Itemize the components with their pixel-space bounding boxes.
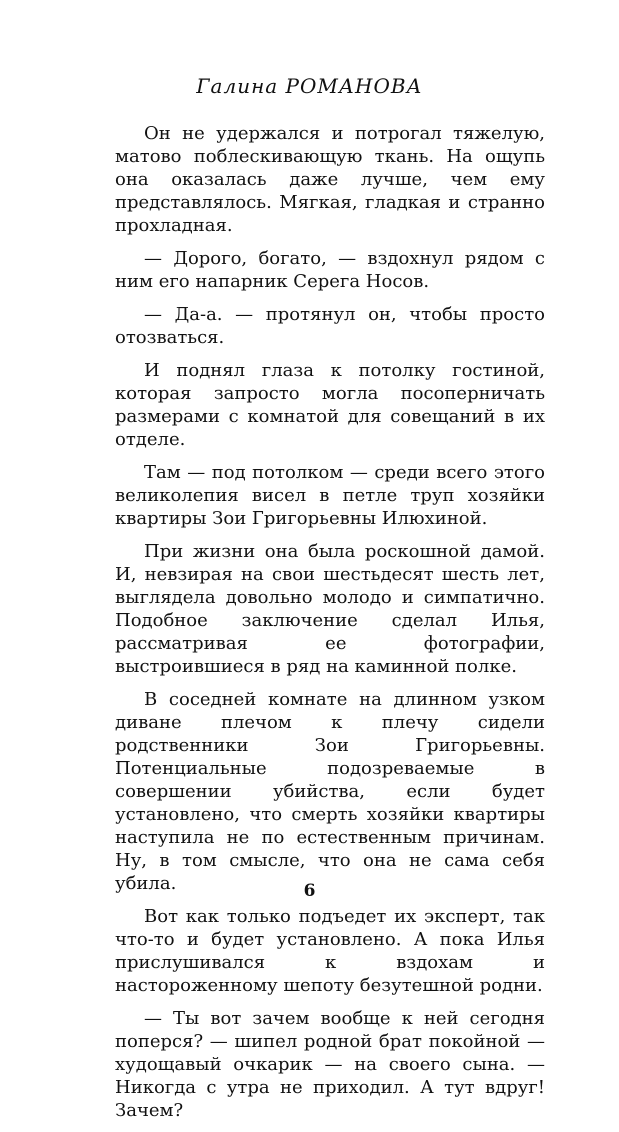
- paragraph: — Ты вот зачем вообще к ней сегодня поперся? — шипел родной брат покойной — худощавый очкарик — на своего сына. — Никогда с утра не приходил. А тут вдруг! Зачем?: [115, 1008, 545, 1121]
- paragraph: В соседней комнате на длинном узком диване плечом к плечу сидели родственники Зои Григорьевны. Потенциальные подозреваемые в совершении убийства, если будет установлено, что смерть хозяйки квартиры наступила не по естественным причинам. Ну, в том смысле, что она не сама себя убила.: [115, 689, 545, 894]
- paragraph: Он не удержался и потрогал тяжелую, матово поблескивающую ткань. На ощупь она оказалась даже лучше, чем ему представлялось. Мягкая, гладкая и странно прохладная.: [115, 123, 545, 236]
- paragraph: И поднял глаза к потолку гостиной, которая запросто могла посоперничать размерами с комнатой для совещаний в их отделе.: [115, 360, 545, 450]
- paragraph: Там — под потолком — среди всего этого великолепия висел в петле труп хозяйки квартиры Зои Григорьевны Илюхиной.: [115, 462, 545, 529]
- body-text: [115, 122, 545, 1132]
- paragraph: — Да-а. — протянул он, чтобы просто отозваться.: [115, 304, 545, 348]
- running-header: Галина РОМАНОВА: [196, 74, 423, 98]
- paragraph: При жизни она была роскошной дамой. И, невзирая на свои шестьдесят шесть лет, выглядела довольно молодо и симпатично. Подобное заключение сделал Илья, рассматривая ее фотографии, выстроившиеся в ряд на каминной полке.: [115, 541, 545, 677]
- paragraph: — Дорого, богато, — вздохнул рядом с ним его напарник Серега Носов.: [115, 248, 545, 292]
- paragraph: Вот как только подъедет их эксперт, так что-то и будет установлено. А пока Илья прислушивался к вздохам и настороженному шепоту безутешной родни.: [115, 906, 545, 996]
- page-number: 6: [303, 881, 316, 901]
